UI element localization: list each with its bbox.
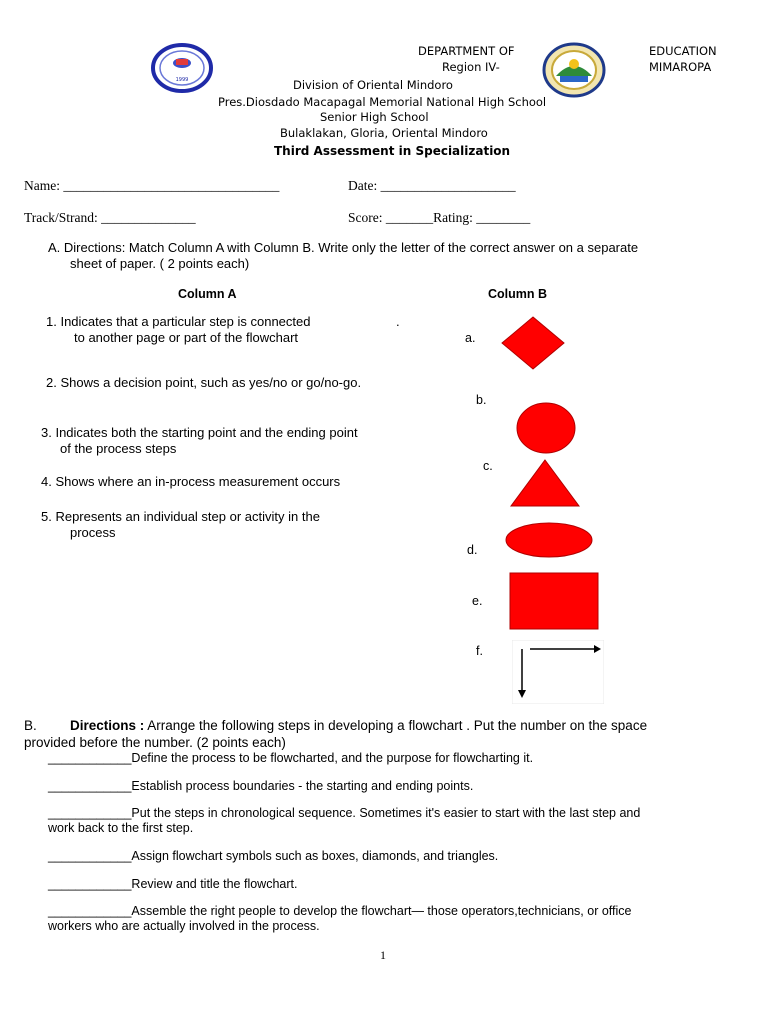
item-5-line1: 5. Represents an individual step or activity in the [41, 509, 320, 524]
step-6-line2: workers who are actually involved in the process. [48, 919, 320, 933]
item-1-line2: to another page or part of the flowchart [74, 330, 299, 345]
item-2-line1: 2. Shows a decision point, such as yes/no or go/no-go. [46, 375, 362, 390]
step-5: ____________Review and title the flowchart. [48, 877, 298, 891]
step-4: ____________Assign flowchart symbols such as boxes, diamonds, and triangles. [48, 849, 499, 863]
school-seal-logo [151, 43, 213, 93]
header-dept-right: EDUCATION [649, 44, 717, 58]
column-a-heading: Column A [178, 287, 237, 301]
header-level: Senior High School [320, 110, 429, 124]
header-dept-left: DEPARTMENT OF [418, 44, 515, 58]
option-letter-f: f. [476, 644, 483, 658]
option-letter-d: d. [467, 543, 478, 557]
score-field: Score: _______Rating: ________ [348, 210, 531, 225]
header-division: Division of Oriental Mindoro [293, 78, 453, 92]
option-letter-e: e. [472, 594, 483, 608]
page-title: Third Assessment in Specialization [274, 144, 511, 158]
item-3-line2: of the process steps [60, 441, 177, 456]
date-field: Date: ____________________ [348, 178, 516, 193]
item-1-dot: . [396, 314, 400, 329]
rectangle-icon [509, 572, 599, 630]
part-b-directions-line2: provided before the number. (2 points each) [24, 735, 286, 750]
header-region-right: MIMAROPA [649, 60, 712, 74]
step-6-line1: ____________Assemble the right people to develop the flowchart— those operators,technicians, or office [48, 904, 632, 918]
step-3-line1: ____________Put the steps in chronological sequence. Sometimes it's easier to start with the last step and [48, 806, 641, 820]
page-number: 1 [380, 948, 386, 962]
oval-icon [504, 520, 594, 560]
item-5-line2: process [70, 525, 116, 540]
diamond-icon [500, 315, 566, 371]
header-region-left: Region IV- [442, 60, 500, 74]
step-3-line2: work back to the first step. [48, 821, 194, 835]
column-b-heading: Column B [488, 287, 548, 301]
circle-icon [515, 401, 577, 455]
header-address: Bulaklakan, Gloria, Oriental Mindoro [280, 126, 488, 140]
division-seal-logo [542, 42, 606, 98]
part-b-directions-rest: Arrange the following steps in developing a flowchart . Put the number on the space [144, 718, 648, 733]
triangle-icon [509, 458, 581, 508]
step-1: ____________Define the process to be flowcharted, and the purpose for flowcharting it. [48, 751, 534, 765]
name-field: Name: ________________________________ [24, 178, 280, 193]
header-school: Pres.Diosdado Macapagal Memorial National High School [218, 95, 547, 109]
part-b-directions-bold: Directions : [70, 718, 145, 733]
item-3-line1: 3. Indicates both the starting point and the ending point [41, 425, 358, 440]
item-1-line1: 1. Indicates that a particular step is connected [46, 314, 311, 329]
step-2: ____________Establish process boundaries - the starting and ending points. [48, 779, 474, 793]
option-letter-b: b. [476, 393, 487, 407]
part-b-directions [70, 718, 647, 733]
option-letter-a: a. [465, 331, 476, 345]
item-4-line1: 4. Shows where an in-process measurement occurs [41, 474, 341, 489]
seal-year: 1999 [175, 77, 189, 83]
track-field: Track/Strand: ______________ [24, 210, 196, 225]
connector-arrows-icon [512, 640, 604, 704]
part-a-directions-line2: sheet of paper. ( 2 points each) [70, 256, 250, 271]
part-b-label: B. [24, 718, 37, 733]
part-a-directions-line1: A. Directions: Match Column A with Column B. Write only the letter of the correct answer on a separate [48, 240, 639, 255]
option-letter-c: c. [483, 459, 493, 473]
